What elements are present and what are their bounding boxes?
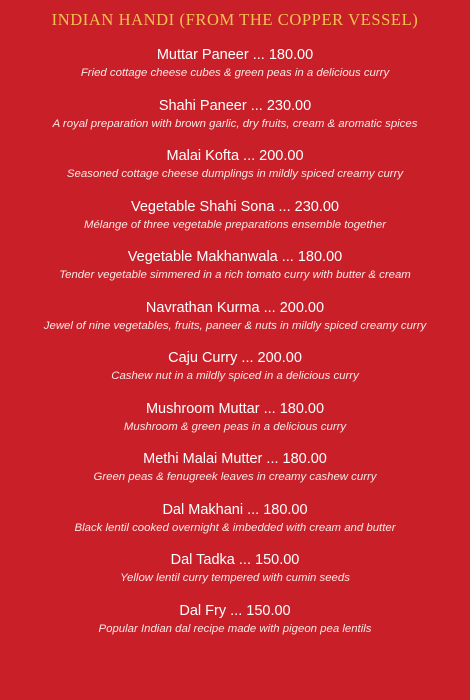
menu-item-title: Caju Curry ... 200.00 (168, 350, 302, 366)
menu-item-description: Tender vegetable simmered in a rich tomato curry with butter & cream (59, 269, 411, 281)
menu-section-heading: INDIAN HANDI (FROM THE COPPER VESSEL) (51, 10, 419, 29)
menu-item-description: Yellow lentil curry tempered with cumin seeds (120, 572, 350, 584)
menu-item (0, 551, 470, 602)
menu-item-title: Navrathan Kurma ... 200.00 (145, 299, 325, 316)
menu-item (0, 450, 470, 501)
menu-item (0, 97, 470, 148)
menu-item-description: Fried cottage cheese cubes & green peas in a delicious curry (80, 67, 390, 79)
menu-item (0, 299, 470, 350)
menu-item-description: Mélange of three vegetable preparations ensemble together (83, 218, 387, 231)
menu-item-title: Dal Fry ... 150.00 (179, 602, 291, 619)
menu-item-title: Shahi Paneer ... 230.00 (158, 97, 312, 114)
menu-item-description: Seasoned cottage cheese dumplings in mildly spiced creamy curry (66, 168, 404, 180)
menu-item-description: Popular Indian dal recipe made with pigeon pea lentils (98, 622, 372, 635)
menu-item-title: Dal Makhani ... 180.00 (162, 501, 308, 518)
menu-item-title: Malai Kofta ... 200.00 (166, 148, 304, 164)
menu-item-list (0, 46, 470, 652)
menu-item-title: Methi Malai Mutter ... 180.00 (143, 451, 327, 467)
menu-item-description: Green peas & fenugreek leaves in creamy cashew curry (93, 471, 377, 483)
menu-item-description: A royal preparation with brown garlic, dry fruits, cream & aromatic spices (52, 117, 418, 130)
menu-item (0, 198, 470, 249)
menu-item (0, 400, 470, 451)
menu-item-description: Jewel of nine vegetables, fruits, paneer & nuts in mildly spiced creamy curry (43, 319, 427, 332)
menu-item-title: Vegetable Makhanwala ... 180.00 (127, 249, 343, 265)
menu-item-description: Cashew nut in a mildly spiced in a delicious curry (111, 370, 359, 382)
menu-item (0, 349, 470, 400)
menu-item-title: Mushroom Muttar ... 180.00 (145, 400, 325, 417)
menu-item (0, 501, 470, 552)
menu-item (0, 248, 470, 299)
menu-item-description: Mushroom & green peas in a delicious curry (123, 420, 347, 433)
menu-item (0, 46, 470, 97)
menu-item-title: Dal Tadka ... 150.00 (170, 552, 300, 568)
menu-item (0, 602, 470, 653)
menu-item-title: Muttar Paneer ... 180.00 (156, 47, 314, 63)
menu-item-description: Black lentil cooked overnight & imbedded with cream and butter (74, 521, 396, 534)
menu-item (0, 147, 470, 198)
menu-item-title: Vegetable Shahi Sona ... 230.00 (130, 198, 339, 215)
